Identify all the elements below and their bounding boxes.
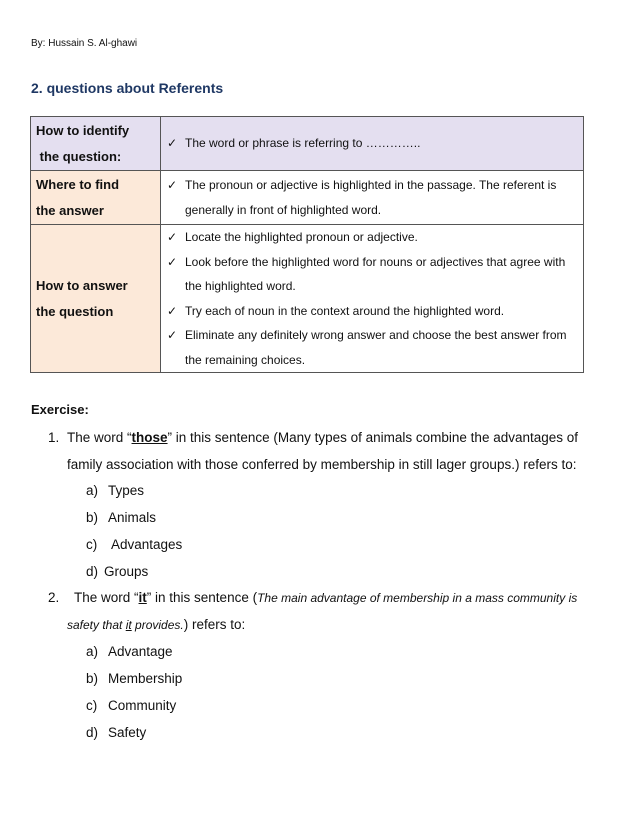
table-row (31, 225, 584, 373)
table-row (31, 171, 584, 225)
checkmark-icon: ✓ (167, 178, 178, 192)
row-content (161, 225, 584, 373)
row-label: How to identify the question: (31, 117, 161, 171)
list-item: ✓ The pronoun or adjective is highlighted in the passage. The referent is generally in front of highlighted word. (167, 173, 577, 222)
question-text-line2: family association with those conferred by membership in still lager groups.) refers to: (67, 457, 577, 472)
table-row (31, 117, 584, 171)
referents-table (30, 116, 584, 373)
list-item: ✓ Eliminate any definitely wrong answer and choose the best answer from the remaining choices. (167, 323, 577, 372)
checkmark-icon: ✓ (167, 136, 178, 151)
question-text-line2: safety that it provides.) refers to: (67, 617, 246, 632)
highlighted-word: those (131, 430, 168, 445)
checkmark-icon: ✓ (167, 230, 178, 244)
highlighted-word: it (138, 590, 147, 605)
row-content (161, 117, 584, 171)
question-text: The word “those” in this sentence (Many types of animals combine the advantages of (67, 430, 579, 445)
list-item: ✓ Try each of noun in the context around the highlighted word. (167, 299, 577, 324)
author-line: By: Hussain S. Al-ghawi (31, 38, 138, 49)
list-item: ✓ Look before the highlighted word for nouns or adjectives that agree with the highlighted word. (167, 250, 577, 299)
option-item: b) Animals (86, 510, 157, 525)
question-number: 2. (48, 590, 60, 605)
option-item: c) Advantages (86, 537, 183, 552)
row-label: How to answer the question (31, 225, 161, 373)
exercise-title: Exercise: (31, 402, 89, 417)
option-item: a) Advantage (86, 644, 173, 659)
option-item: a) Types (86, 483, 145, 498)
checkmark-icon: ✓ (167, 254, 178, 269)
row-label: Where to find the answer (31, 171, 161, 225)
option-item: c) Community (86, 698, 177, 713)
row-content (161, 171, 584, 225)
option-item: b) Membership (86, 671, 183, 686)
list-item: ✓ Locate the highlighted pronoun or adjective. (167, 225, 577, 250)
section-heading: 2. questions about Referents (31, 80, 224, 96)
list-item: ✓ The word or phrase is referring to ………….. (167, 131, 577, 156)
question-number: 1. (48, 430, 60, 445)
option-item: d) Safety (86, 725, 147, 740)
option-item: d) Groups (86, 564, 149, 579)
checkmark-icon: ✓ (167, 303, 178, 318)
question-text: The word “it” in this sentence (The main advantage of membership in a mass community is (74, 590, 578, 605)
checkmark-icon: ✓ (167, 328, 178, 342)
